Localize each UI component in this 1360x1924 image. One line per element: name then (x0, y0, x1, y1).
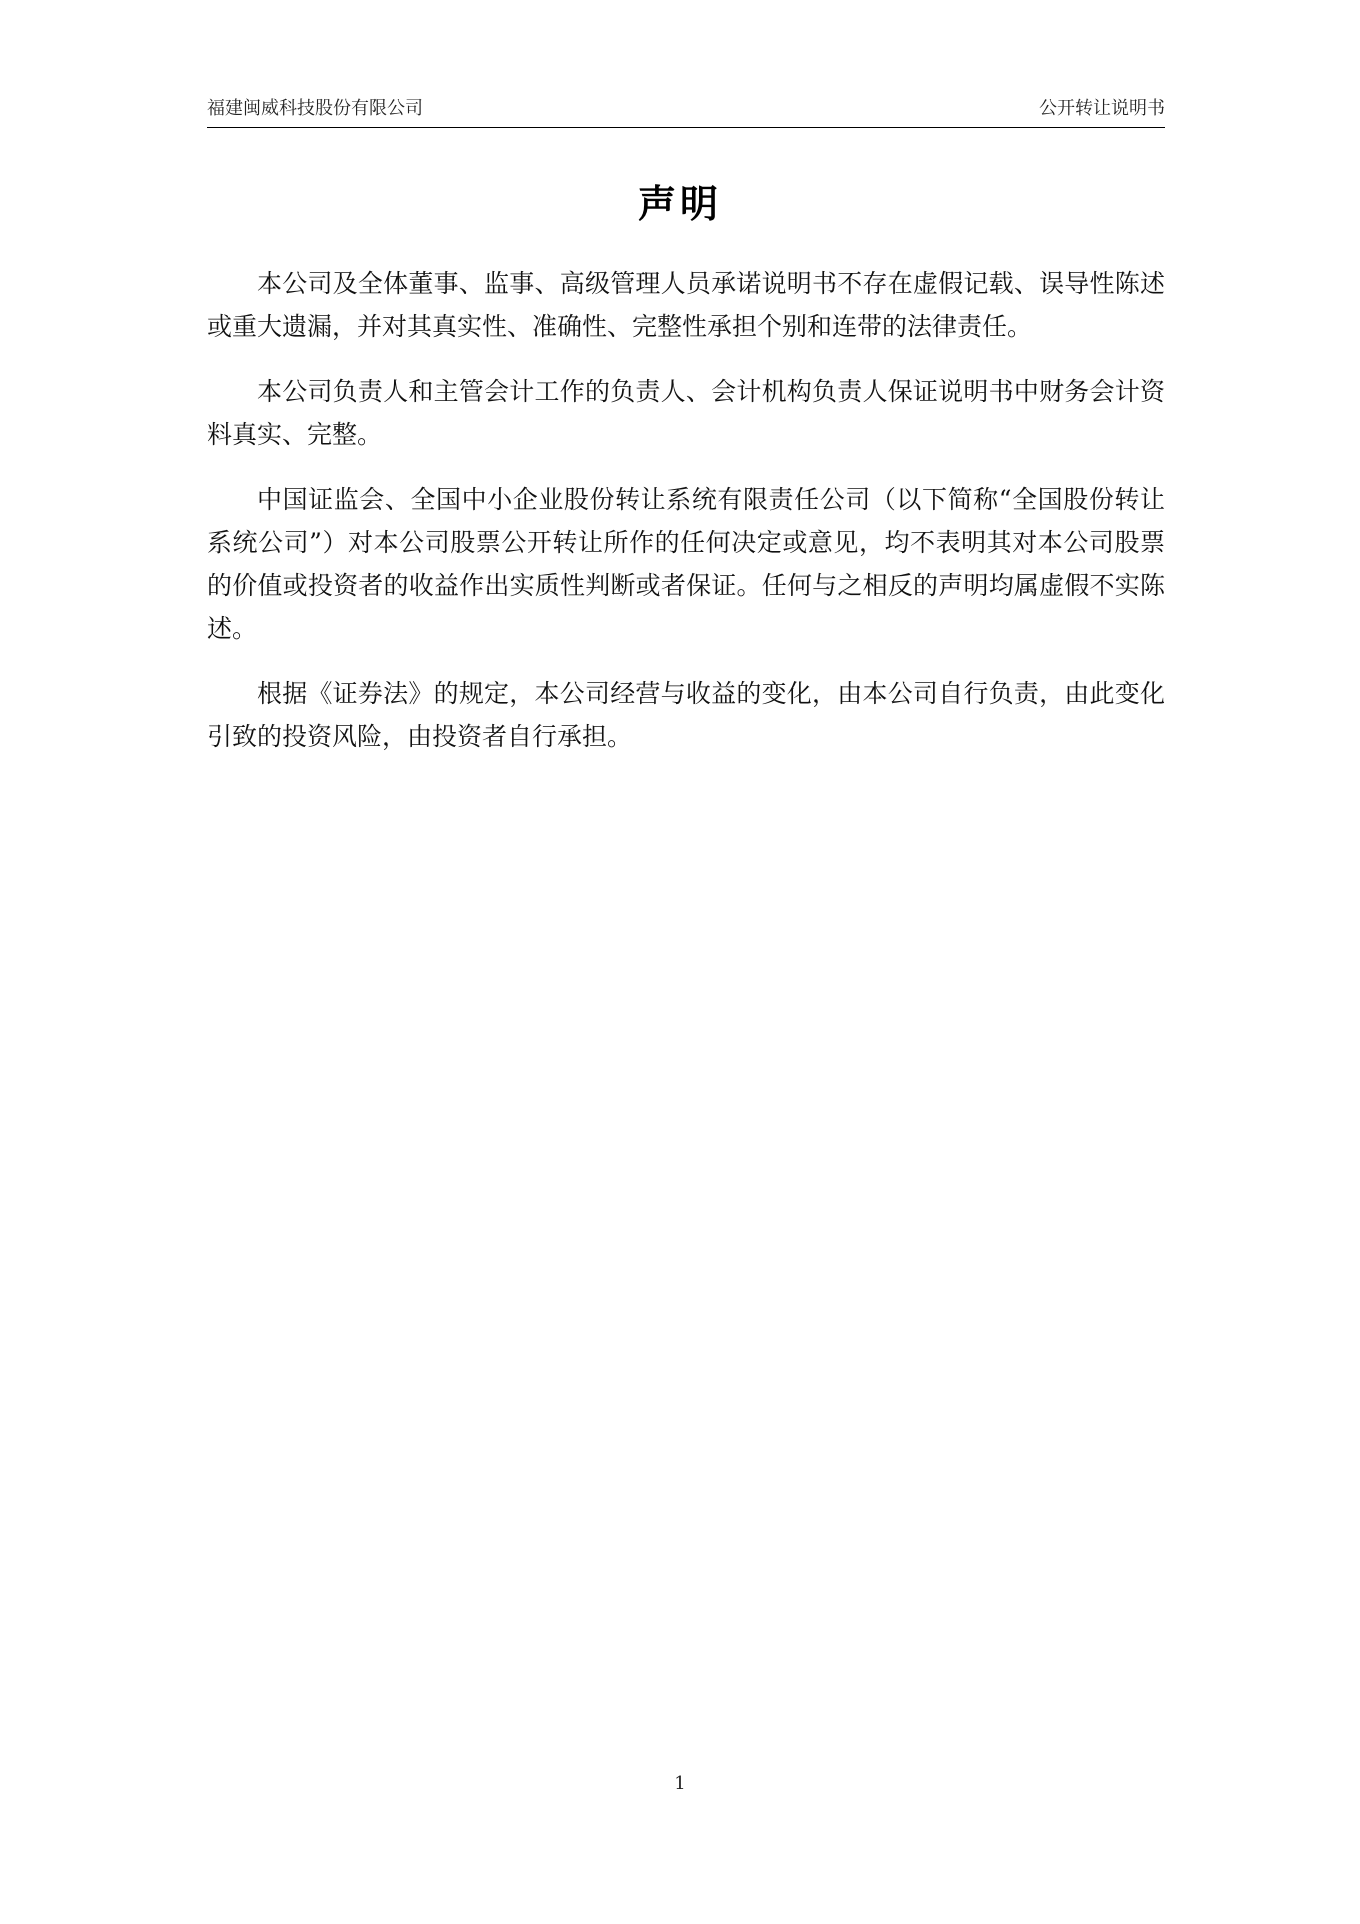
paragraph-financial-guarantee: 本公司负责人和主管会计工作的负责人、会计机构负责人保证说明书中财务会计资料真实、完整。 (207, 377, 1165, 449)
paragraph-regulator-disclaimer: 中国证监会、全国中小企业股份转让系统有限责任公司（以下简称“全国股份转让系统公司”）对本公司股票公开转让所作的任何决定或意见，均不表明其对本公司股票的价值或投资者的收益作出实质性判断或者保证。任何与之相反的声明均属虚假不实陈述。 (207, 485, 1165, 643)
header-document-type: 公开转让说明书 (1039, 98, 1165, 119)
header-company-name: 福建闽威科技股份有限公司 (207, 98, 423, 119)
page-number: 1 (674, 1773, 686, 1794)
page-header (207, 97, 1165, 128)
paragraph-accuracy-commitment: 本公司及全体董事、监事、高级管理人员承诺说明书不存在虚假记载、误导性陈述或重大遗漏，并对其真实性、准确性、完整性承担个别和连带的法律责任。 (207, 269, 1165, 341)
page-title: 声明 (637, 182, 722, 226)
declaration-body (207, 262, 1165, 780)
paragraph-investment-risk: 根据《证券法》的规定，本公司经营与收益的变化，由本公司自行负责，由此变化引致的投资风险，由投资者自行承担。 (207, 679, 1165, 751)
